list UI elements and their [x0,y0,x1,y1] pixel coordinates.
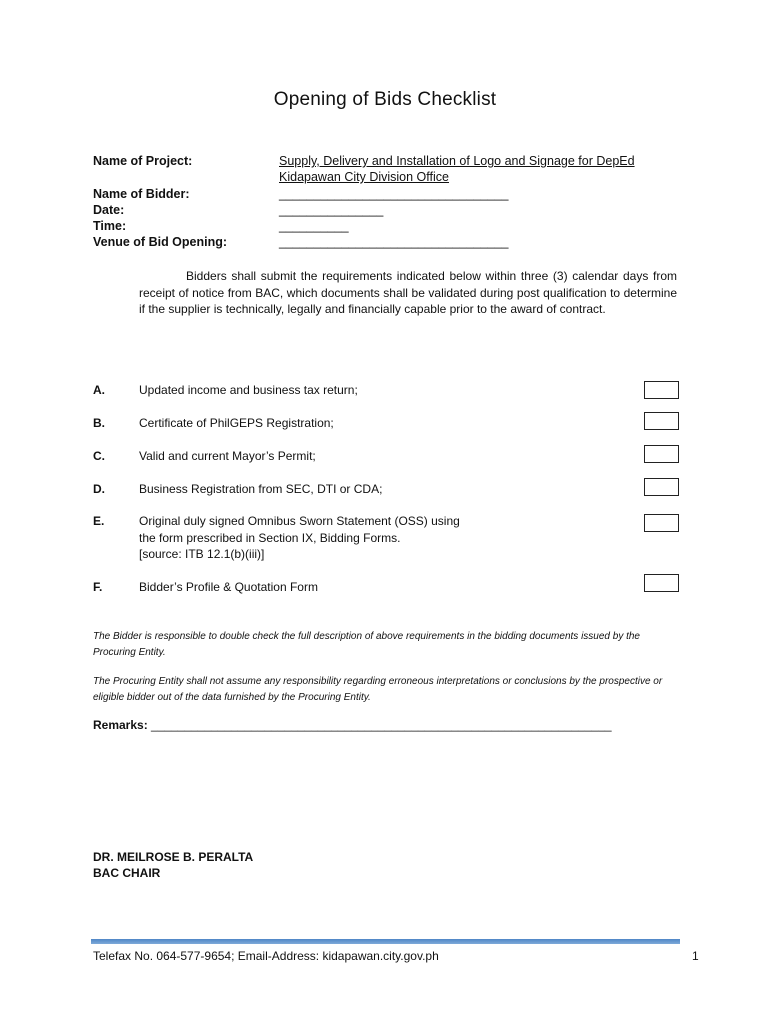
requirement-text [139,513,539,563]
requirement-text: Bidder’s Profile & Quotation Form [139,580,318,594]
page-title: Opening of Bids Checklist [273,89,497,110]
time-label: Time: [93,219,127,233]
requirement-letter: D. [93,482,105,496]
requirement-checkbox[interactable] [644,478,679,496]
requirement-text-line: the form prescribed in Section IX, Bidding Forms. [139,530,401,545]
intro-paragraph [139,268,677,318]
signatory-name: DR. MEILROSE B. PERALTA [93,850,254,864]
page-number: 1 [692,949,699,963]
project-value-line1: Supply, Delivery and Installation of Logo and Signage for DepEd [279,154,635,168]
requirement-checkbox[interactable] [644,574,679,592]
requirement-text-line: Original duly signed Omnibus Sworn Statement (OSS) using [139,514,460,528]
requirement-source: [source: ITB 12.1(b)(iii)] [139,547,265,561]
requirement-text: Valid and current Mayor’s Permit; [139,449,316,463]
requirement-checkbox[interactable] [644,412,679,430]
time-value: __________ [279,219,349,233]
bidder-value: _________________________________ [279,187,509,201]
requirement-letter: E. [93,514,105,528]
project-value-line2: Kidapawan City Division Office [279,170,449,184]
signatory-position: BAC CHAIR [93,866,161,880]
requirement-checkbox[interactable] [644,514,679,532]
note-disclaimer: The Procuring Entity shall not assume any responsibility regarding erroneous interpretations or conclusions by the prospective or eligible bidder out of the data furnished by the Procuring Entity. [93,676,663,703]
requirement-checkbox[interactable] [644,381,679,399]
project-label: Name of Project: [93,154,193,168]
note-responsibility: The Bidder is responsible to double check the full description of above requirements in the bidding documents issued by the Procuring Entity. [93,631,640,658]
requirement-letter: B. [93,416,105,430]
requirement-checkbox[interactable] [644,445,679,463]
requirement-letter: C. [93,449,105,463]
date-value: _______________ [279,203,384,217]
venue-label: Venue of Bid Opening: [93,235,228,249]
remarks-line: _____________________________________________________________________ [151,718,612,732]
requirement-letter: A. [93,383,105,397]
intro-text: Bidders shall submit the requirements indicated below within three (3) calendar days from receipt of notice from BAC, which documents shall be validated during post qualification to determine if the supplier is technically, legally and financially capable prior to the award of contract. [139,269,677,316]
remarks-label: Remarks: [93,718,148,732]
requirement-text: Business Registration from SEC, DTI or CDA; [139,482,383,496]
footer-contact: Telefax No. 064-577-9654; Email-Address: kidapawan.city.gov.ph [93,949,439,963]
requirement-text: Updated income and business tax return; [139,383,358,397]
venue-value: _________________________________ [279,235,509,249]
requirement-text: Certificate of PhilGEPS Registration; [139,416,334,430]
date-label: Date: [93,203,125,217]
remarks [93,718,612,732]
footer-divider [91,939,680,944]
bidder-label: Name of Bidder: [93,187,190,201]
requirement-letter: F. [93,580,103,594]
